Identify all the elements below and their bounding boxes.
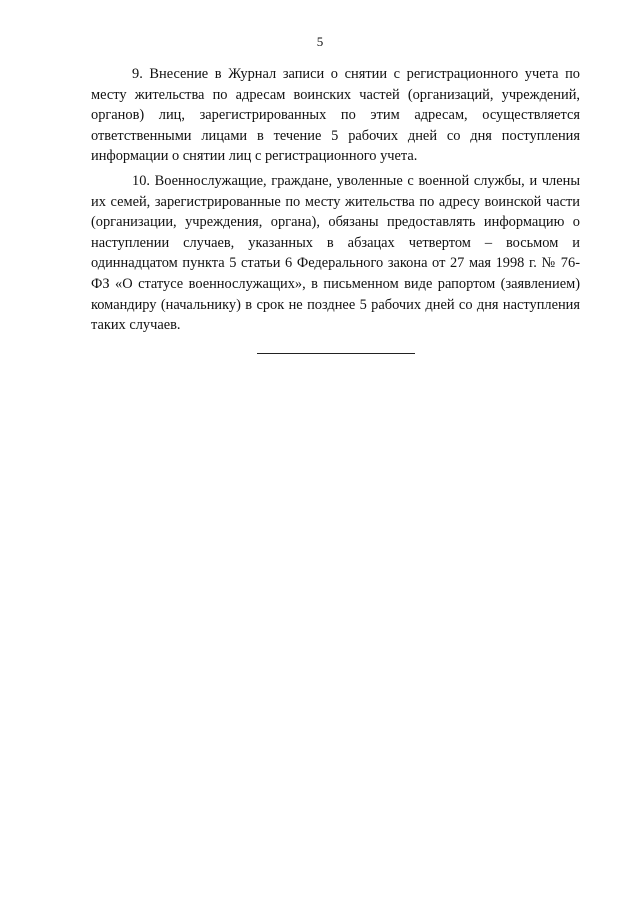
closing-rule	[257, 353, 415, 354]
paragraph-10: 10. Военнослужащие, граждане, уволенные с военной службы, и члены их семей, зарегистрированные по месту жительства по адресу воинской части (организации, учреждения, органа), обязаны предоставлять информацию о наступлении случаев, указанных в абзацах четвертом – восьмом и одиннадцатом пункта 5 статьи 6 Федерального закона от 27 мая 1998 г. № 76-ФЗ «О статусе военнослужащих», в письменном виде рапортом (заявлением) командиру (начальнику) в срок не позднее 5 рабочих дней со дня наступления таких случаев.	[91, 172, 580, 334]
paragraph-9: 9. Внесение в Журнал записи о снятии с регистрационного учета по месту жительства по адресам воинских частей (организаций, учреждений, органов) лиц, зарегистрированных по этим адресам, осуществляется ответственными лицами в течение 5 рабочих дней со дня поступления информации о снятии лиц с регистрационного учета.	[91, 66, 580, 165]
document-body	[91, 64, 580, 340]
page-number: 5	[316, 34, 324, 49]
